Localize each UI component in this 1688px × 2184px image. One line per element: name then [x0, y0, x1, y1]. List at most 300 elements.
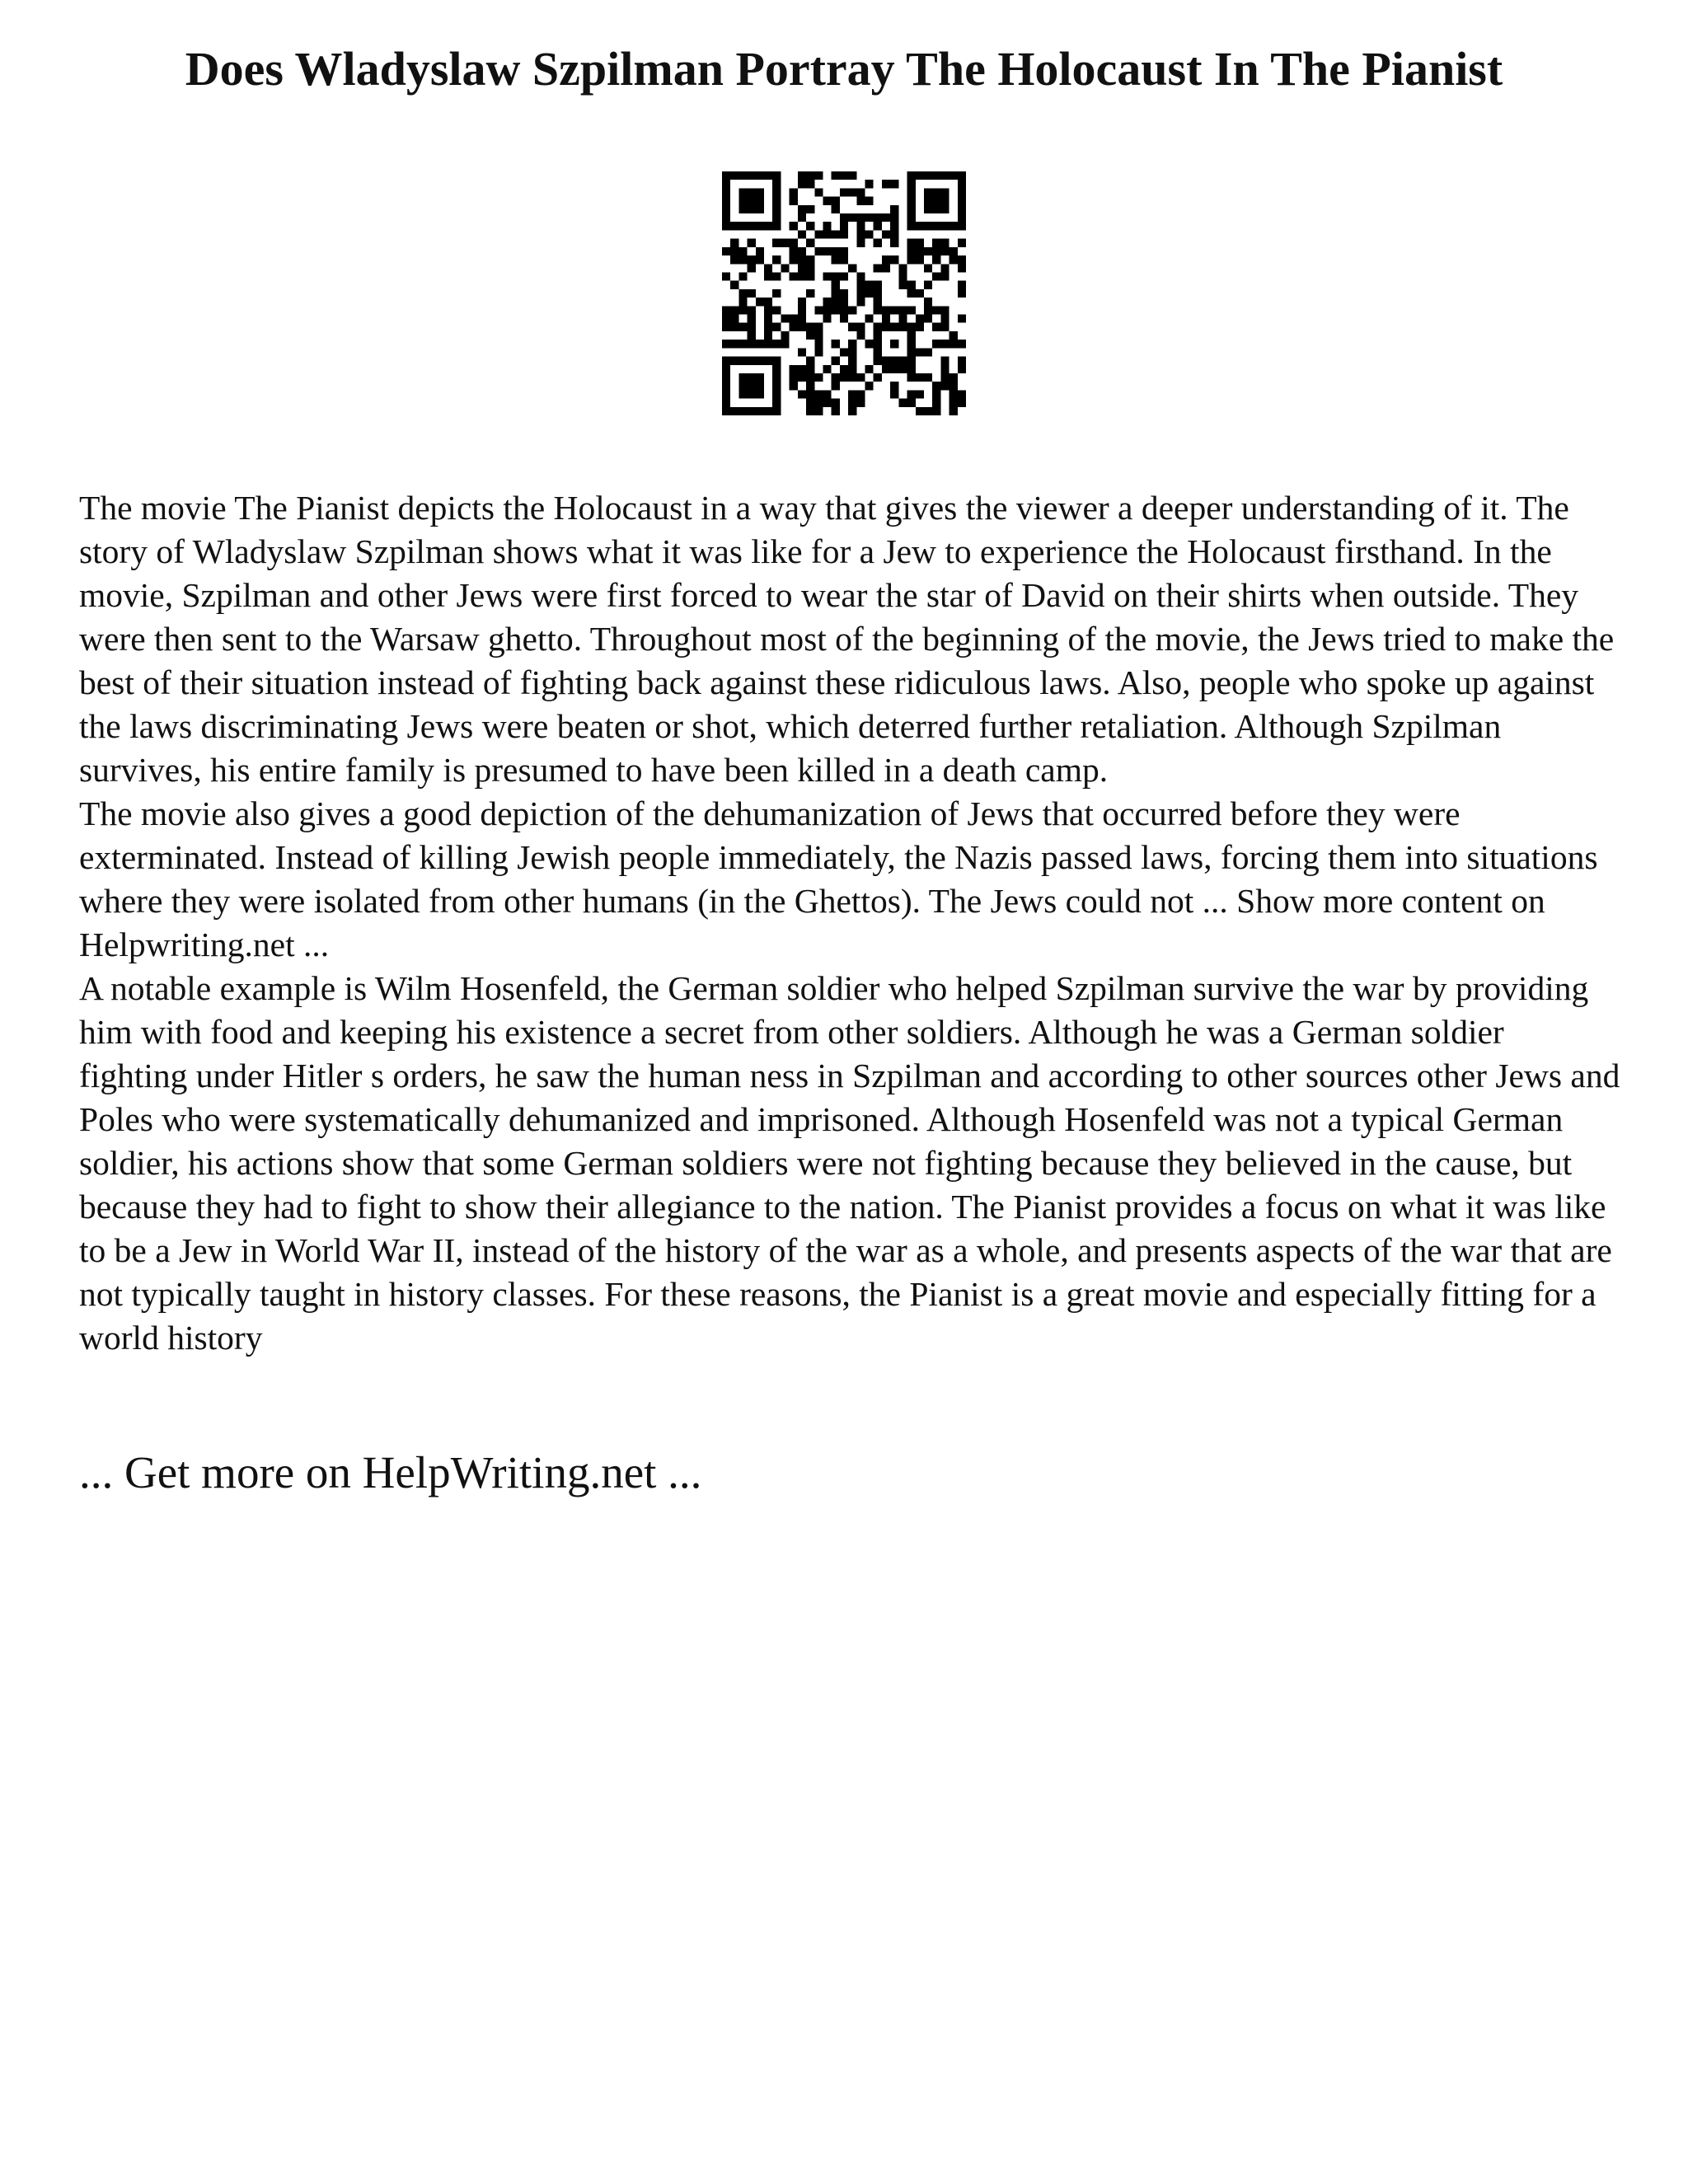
qr-module: [907, 188, 916, 196]
qr-module: [832, 281, 840, 289]
qr-module: [748, 331, 756, 340]
qr-module: [916, 239, 924, 247]
qr-module: [924, 264, 932, 272]
qr-module: [772, 382, 781, 390]
qr-module: [798, 348, 806, 356]
qr-module: [806, 365, 814, 373]
qr-module: [958, 222, 966, 230]
qr-module: [924, 247, 932, 255]
qr-module: [916, 289, 924, 298]
qr-module: [823, 306, 831, 314]
qr-module: [790, 315, 798, 323]
qr-module: [798, 315, 806, 323]
qr-module: [756, 188, 764, 196]
qr-module: [722, 399, 730, 407]
qr-module: [772, 188, 781, 196]
qr-module: [790, 272, 798, 280]
qr-module: [958, 213, 966, 222]
qr-module: [890, 255, 898, 264]
qr-module: [932, 272, 940, 280]
qr-module: [924, 407, 932, 415]
qr-module: [748, 357, 756, 365]
qr-module: [781, 264, 789, 272]
qr-module: [798, 323, 806, 331]
qr-module: [730, 281, 738, 289]
qr-module: [790, 247, 798, 255]
qr-module: [856, 399, 865, 407]
qr-module: [748, 340, 756, 348]
qr-module: [916, 323, 924, 331]
qr-module: [940, 315, 949, 323]
qr-module: [748, 197, 756, 205]
qr-module: [748, 407, 756, 415]
qr-module: [848, 340, 856, 348]
qr-module: [764, 171, 772, 180]
qr-module: [856, 230, 865, 238]
qr-module: [874, 298, 882, 306]
qr-module: [940, 222, 949, 230]
qr-module: [840, 222, 848, 230]
qr-module: [898, 272, 907, 280]
qr-module: [738, 373, 747, 382]
qr-module: [874, 264, 882, 272]
qr-module: [950, 222, 958, 230]
qr-module: [958, 399, 966, 407]
qr-module: [823, 222, 831, 230]
qr-module: [823, 298, 831, 306]
qr-module: [924, 197, 932, 205]
qr-module: [772, 365, 781, 373]
qr-module: [874, 281, 882, 289]
qr-module: [856, 373, 865, 382]
qr-module: [958, 239, 966, 247]
qr-module: [890, 230, 898, 238]
qr-module: [738, 272, 747, 280]
qr-module: [898, 281, 907, 289]
article-body: [79, 486, 1620, 1360]
qr-module: [856, 390, 865, 398]
qr-module: [832, 171, 840, 180]
qr-module: [940, 340, 949, 348]
qr-module: [907, 399, 916, 407]
qr-module: [832, 247, 840, 255]
qr-module: [916, 407, 924, 415]
qr-module: [874, 239, 882, 247]
qr-module: [806, 289, 814, 298]
qr-module: [924, 306, 932, 314]
qr-module: [840, 348, 848, 356]
qr-module: [924, 348, 932, 356]
qr-module: [950, 390, 958, 398]
qr-module: [722, 382, 730, 390]
qr-module: [832, 399, 840, 407]
qr-module: [722, 222, 730, 230]
qr-module: [748, 255, 756, 264]
qr-module: [950, 399, 958, 407]
qr-module: [738, 171, 747, 180]
qr-module: [756, 357, 764, 365]
qr-module: [916, 247, 924, 255]
qr-module: [865, 180, 874, 188]
qr-module: [806, 180, 814, 188]
qr-module: [832, 382, 840, 390]
qr-module: [907, 281, 916, 289]
qr-module: [874, 306, 882, 314]
qr-module: [865, 365, 874, 373]
qr-module: [764, 315, 772, 323]
qr-module: [748, 323, 756, 331]
qr-module: [940, 357, 949, 365]
qr-module: [890, 323, 898, 331]
qr-module: [730, 340, 738, 348]
qr-module: [722, 373, 730, 382]
qr-module: [840, 188, 848, 196]
qr-module: [764, 264, 772, 272]
qr-module: [738, 197, 747, 205]
qr-module: [907, 365, 916, 373]
qr-module: [798, 180, 806, 188]
qr-module: [806, 272, 814, 280]
qr-module: [722, 188, 730, 196]
qr-module: [790, 188, 798, 196]
qr-module: [738, 340, 747, 348]
qr-module: [840, 298, 848, 306]
qr-module: [738, 247, 747, 255]
qr-module: [882, 230, 890, 238]
qr-module: [814, 348, 823, 356]
qr-module: [756, 382, 764, 390]
qr-module: [874, 340, 882, 348]
qr-module: [806, 205, 814, 213]
qr-module: [823, 315, 831, 323]
qr-module: [814, 390, 823, 398]
qr-module: [865, 213, 874, 222]
qr-module: [865, 281, 874, 289]
qr-module: [856, 281, 865, 289]
qr-module: [848, 348, 856, 356]
qr-module: [772, 306, 781, 314]
qr-module: [772, 390, 781, 398]
qr-module: [806, 331, 814, 340]
qr-module: [924, 171, 932, 180]
qr-module: [882, 357, 890, 365]
qr-module: [932, 399, 940, 407]
qr-module: [772, 357, 781, 365]
qr-module: [806, 357, 814, 365]
qr-module: [814, 331, 823, 340]
qr-module: [730, 239, 738, 247]
qr-module: [772, 239, 781, 247]
qr-module: [772, 213, 781, 222]
qr-module: [832, 298, 840, 306]
qr-module: [940, 306, 949, 314]
qr-module: [730, 306, 738, 314]
qr-module: [781, 239, 789, 247]
qr-module: [738, 255, 747, 264]
qr-module: [958, 390, 966, 398]
qr-module: [772, 272, 781, 280]
qr-module: [798, 373, 806, 382]
qr-module: [950, 171, 958, 180]
qr-module: [907, 373, 916, 382]
qr-module: [772, 197, 781, 205]
qr-module: [898, 323, 907, 331]
qr-module: [722, 247, 730, 255]
qr-module: [823, 365, 831, 373]
qr-module: [806, 171, 814, 180]
qr-module: [798, 213, 806, 222]
qr-module: [958, 315, 966, 323]
qr-module: [748, 239, 756, 247]
qr-module: [806, 264, 814, 272]
qr-module: [814, 230, 823, 238]
qr-module: [907, 323, 916, 331]
qr-module: [790, 239, 798, 247]
qr-module: [916, 255, 924, 264]
qr-module: [848, 407, 856, 415]
qr-module: [840, 255, 848, 264]
qr-module: [790, 197, 798, 205]
qr-module: [958, 289, 966, 298]
qr-module: [790, 255, 798, 264]
qr-module: [798, 247, 806, 255]
qr-module: [764, 407, 772, 415]
qr-module: [890, 205, 898, 213]
qr-module: [890, 357, 898, 365]
qr-module: [924, 298, 932, 306]
qr-module: [738, 390, 747, 398]
qr-module: [958, 171, 966, 180]
qr-module: [756, 390, 764, 398]
qr-module: [722, 357, 730, 365]
qr-module: [907, 205, 916, 213]
qr-module: [772, 373, 781, 382]
qr-module: [756, 340, 764, 348]
qr-module: [730, 315, 738, 323]
qr-module: [907, 348, 916, 356]
qr-module: [940, 239, 949, 247]
qr-module: [823, 390, 831, 398]
qr-module: [840, 365, 848, 373]
qr-module: [890, 382, 898, 390]
qr-module: [865, 230, 874, 238]
qr-module: [874, 213, 882, 222]
qr-code-graphic: [722, 171, 966, 415]
qr-module: [848, 264, 856, 272]
qr-module: [958, 281, 966, 289]
qr-module: [806, 323, 814, 331]
qr-module: [756, 298, 764, 306]
qr-module: [840, 373, 848, 382]
qr-module: [932, 340, 940, 348]
qr-module: [772, 399, 781, 407]
get-more-link[interactable]: ... Get more on HelpWriting.net ...: [79, 1447, 702, 1497]
qr-module: [898, 365, 907, 373]
qr-module: [756, 171, 764, 180]
paragraph-2: The movie also gives a good depiction of the dehumanization of Jews that occurred before they were exterminated. Instead of killing Jewish people immediately, the Nazis passed laws, forcing them into situations where they were isolated from other humans (in the Ghettos). The Jews could not ... Show more content on Helpwriting.net ...: [79, 794, 1598, 963]
qr-module: [748, 382, 756, 390]
qr-module: [814, 247, 823, 255]
qr-module: [848, 365, 856, 373]
qr-module: [832, 205, 840, 213]
qr-module: [907, 239, 916, 247]
qr-module: [790, 365, 798, 373]
qr-module: [865, 340, 874, 348]
qr-module: [940, 272, 949, 280]
qr-module: [806, 399, 814, 407]
qr-module: [958, 365, 966, 373]
qr-module: [790, 323, 798, 331]
qr-module: [840, 306, 848, 314]
qr-module: [764, 222, 772, 230]
qr-module: [756, 197, 764, 205]
qr-module: [722, 315, 730, 323]
qr-module: [924, 281, 932, 289]
qr-module: [848, 373, 856, 382]
qr-module: [856, 188, 865, 196]
qr-module: [814, 407, 823, 415]
qr-module: [798, 390, 806, 398]
qr-module: [790, 382, 798, 390]
qr-module: [832, 407, 840, 415]
qr-module: [882, 315, 890, 323]
qr-module: [848, 323, 856, 331]
qr-module: [748, 390, 756, 398]
qr-module: [940, 197, 949, 205]
qr-module: [848, 390, 856, 398]
qr-module: [924, 222, 932, 230]
qr-module: [730, 247, 738, 255]
qr-module: [940, 264, 949, 272]
qr-module: [772, 255, 781, 264]
qr-module: [950, 407, 958, 415]
qr-module: [907, 255, 916, 264]
qr-module: [756, 222, 764, 230]
qr-module: [848, 306, 856, 314]
qr-module: [832, 272, 840, 280]
qr-module: [874, 331, 882, 340]
qr-module: [738, 298, 747, 306]
qr-module: [764, 340, 772, 348]
qr-module: [772, 205, 781, 213]
qr-module: [730, 407, 738, 415]
qr-module: [798, 264, 806, 272]
qr-module: [932, 390, 940, 398]
qr-module: [722, 205, 730, 213]
qr-module: [772, 407, 781, 415]
qr-module: [832, 197, 840, 205]
qr-module: [848, 188, 856, 196]
qr-module: [865, 289, 874, 298]
qr-module: [932, 188, 940, 196]
qr-module: [848, 213, 856, 222]
qr-module: [772, 340, 781, 348]
qr-module: [890, 365, 898, 373]
qr-module: [730, 323, 738, 331]
qr-module: [798, 272, 806, 280]
qr-module: [722, 306, 730, 314]
qr-module: [832, 289, 840, 298]
qr-module: [814, 306, 823, 314]
qr-module: [856, 298, 865, 306]
qr-module: [722, 213, 730, 222]
qr-module: [806, 222, 814, 230]
qr-module: [814, 373, 823, 382]
qr-module: [907, 306, 916, 314]
qr-module: [848, 171, 856, 180]
qr-module: [722, 180, 730, 188]
qr-module: [832, 306, 840, 314]
qr-module: [916, 373, 924, 382]
qr-module: [940, 382, 949, 390]
qr-module: [916, 222, 924, 230]
qr-module: [890, 306, 898, 314]
qr-module: [940, 365, 949, 373]
qr-module: [756, 407, 764, 415]
qr-module: [932, 306, 940, 314]
qr-module: [748, 306, 756, 314]
qr-module: [907, 340, 916, 348]
qr-module: [748, 171, 756, 180]
qr-module: [781, 331, 789, 340]
qr-module: [722, 407, 730, 415]
qr-module: [882, 306, 890, 314]
qr-module: [772, 180, 781, 188]
qr-module: [865, 197, 874, 205]
qr-module: [890, 239, 898, 247]
qr-module: [730, 171, 738, 180]
qr-module: [814, 188, 823, 196]
qr-module: [958, 205, 966, 213]
qr-module: [856, 272, 865, 280]
qr-module: [907, 171, 916, 180]
qr-module: [874, 323, 882, 331]
qr-module: [772, 323, 781, 331]
qr-module: [898, 399, 907, 407]
qr-module: [856, 239, 865, 247]
qr-module: [814, 323, 823, 331]
qr-module: [798, 205, 806, 213]
qr-module: [890, 213, 898, 222]
qr-module: [882, 213, 890, 222]
qr-module: [874, 373, 882, 382]
qr-module: [814, 340, 823, 348]
qr-module: [722, 323, 730, 331]
qr-module: [950, 247, 958, 255]
qr-module: [772, 289, 781, 298]
qr-module: [756, 205, 764, 213]
qr-module: [856, 197, 865, 205]
qr-module: [958, 180, 966, 188]
qr-module: [932, 382, 940, 390]
qr-module: [798, 365, 806, 373]
qr-module: [890, 340, 898, 348]
qr-module: [823, 399, 831, 407]
qr-module: [940, 188, 949, 196]
qr-module: [722, 340, 730, 348]
qr-code-icon: [722, 171, 966, 415]
qr-module: [790, 222, 798, 230]
qr-module: [781, 315, 789, 323]
qr-module: [806, 255, 814, 264]
qr-module: [772, 222, 781, 230]
qr-module: [798, 255, 806, 264]
qr-module: [823, 247, 831, 255]
qr-module: [738, 289, 747, 298]
qr-module: [748, 289, 756, 298]
qr-module: [806, 407, 814, 415]
qr-module: [840, 230, 848, 238]
